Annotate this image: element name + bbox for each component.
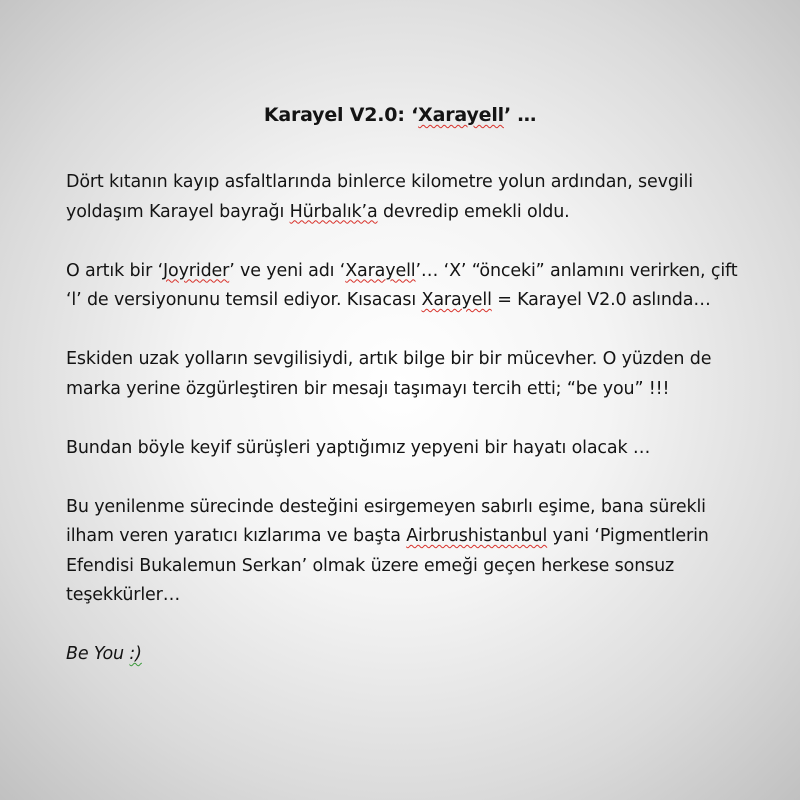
signoff	[66, 640, 766, 670]
paragraph-2-line-2	[66, 286, 766, 316]
signoff-smiley: :)	[129, 644, 142, 664]
paragraph-1-line-2-suffix: devredip emekli oldu.	[377, 201, 570, 222]
paragraph-3-line-2: marka yerine özgürleştiren bir mesajı taşımayı tercih etti; “be you” !!!	[66, 378, 670, 399]
paragraph-3	[66, 345, 766, 404]
misspelled-word-hurbalik: Hürbalık’a	[289, 201, 378, 222]
paragraph-2-line-1	[66, 257, 766, 287]
paragraph-2-line-1-part-b: ’ ve yeni adı ‘	[229, 260, 346, 281]
paragraph-5-line-2	[66, 522, 766, 552]
document-body	[66, 168, 766, 699]
paragraph-2-line-1-part-a: O artık bir ‘	[66, 260, 164, 281]
title-prefix: Karayel V2.0: ‘	[263, 104, 419, 126]
paragraph-3-line-1: Eskiden uzak yolların sevgilisiydi, artık bilge bir bir mücevher. O yüzden de	[66, 349, 712, 369]
paragraph-5-line-1: Bu yenilenme sürecinde desteğini esirgemeyen sabırlı eşime, bana sürekli	[66, 496, 706, 517]
paragraph-2-line-2-part-a: ‘l’ de versiyonunu temsil ediyor. Kısacası	[66, 290, 422, 310]
paragraph-5-line-2-part-b: yani ‘Pigmentlerin	[547, 526, 709, 546]
paragraph-4-line-1: Bundan böyle keyif sürüşleri yaptığımız yepyeni bir hayatı olacak …	[66, 437, 651, 458]
title-misspelled-word: Xarayell	[418, 104, 504, 126]
paragraph-1-line-1: Dört kıtanın kayıp asfaltlarında binlerce kilometre yolun ardından, sevgili	[66, 172, 693, 192]
signoff-text: Be You	[66, 644, 130, 664]
misspelled-word-joyrider: Joyrider	[163, 260, 230, 281]
paragraph-5-line-3: Efendisi Bukalemun Serkan’ olmak üzere emeği geçen herkese sonsuz	[66, 555, 675, 576]
paragraph-2-line-1-part-c: ’… ‘X’ “önceki” anlamını verirken, çift	[415, 260, 738, 281]
paragraph-2-line-2-part-b: = Karayel V2.0 aslında…	[491, 290, 711, 310]
paragraph-1	[66, 168, 766, 227]
paragraph-2	[66, 257, 766, 316]
misspelled-word-xarayell: Xarayell	[345, 260, 416, 281]
paragraph-1-line-2-prefix: yoldaşım Karayel bayrağı	[66, 201, 290, 222]
paragraph-5	[66, 493, 766, 611]
paragraph-5-line-2-part-a: ilham veren yaratıcı kızlarıma ve başta	[66, 526, 407, 546]
misspelled-word-airbrushistanbul: Airbrushistanbul	[406, 526, 548, 546]
misspelled-word-xarayell-2: Xarayell	[421, 290, 492, 310]
paragraph-5-line-4: teşekkürler…	[66, 585, 181, 605]
title-suffix: ’ …	[503, 104, 537, 126]
paragraph-4	[66, 434, 766, 464]
paragraph-1-line-2	[66, 198, 766, 228]
document-title	[0, 104, 800, 126]
